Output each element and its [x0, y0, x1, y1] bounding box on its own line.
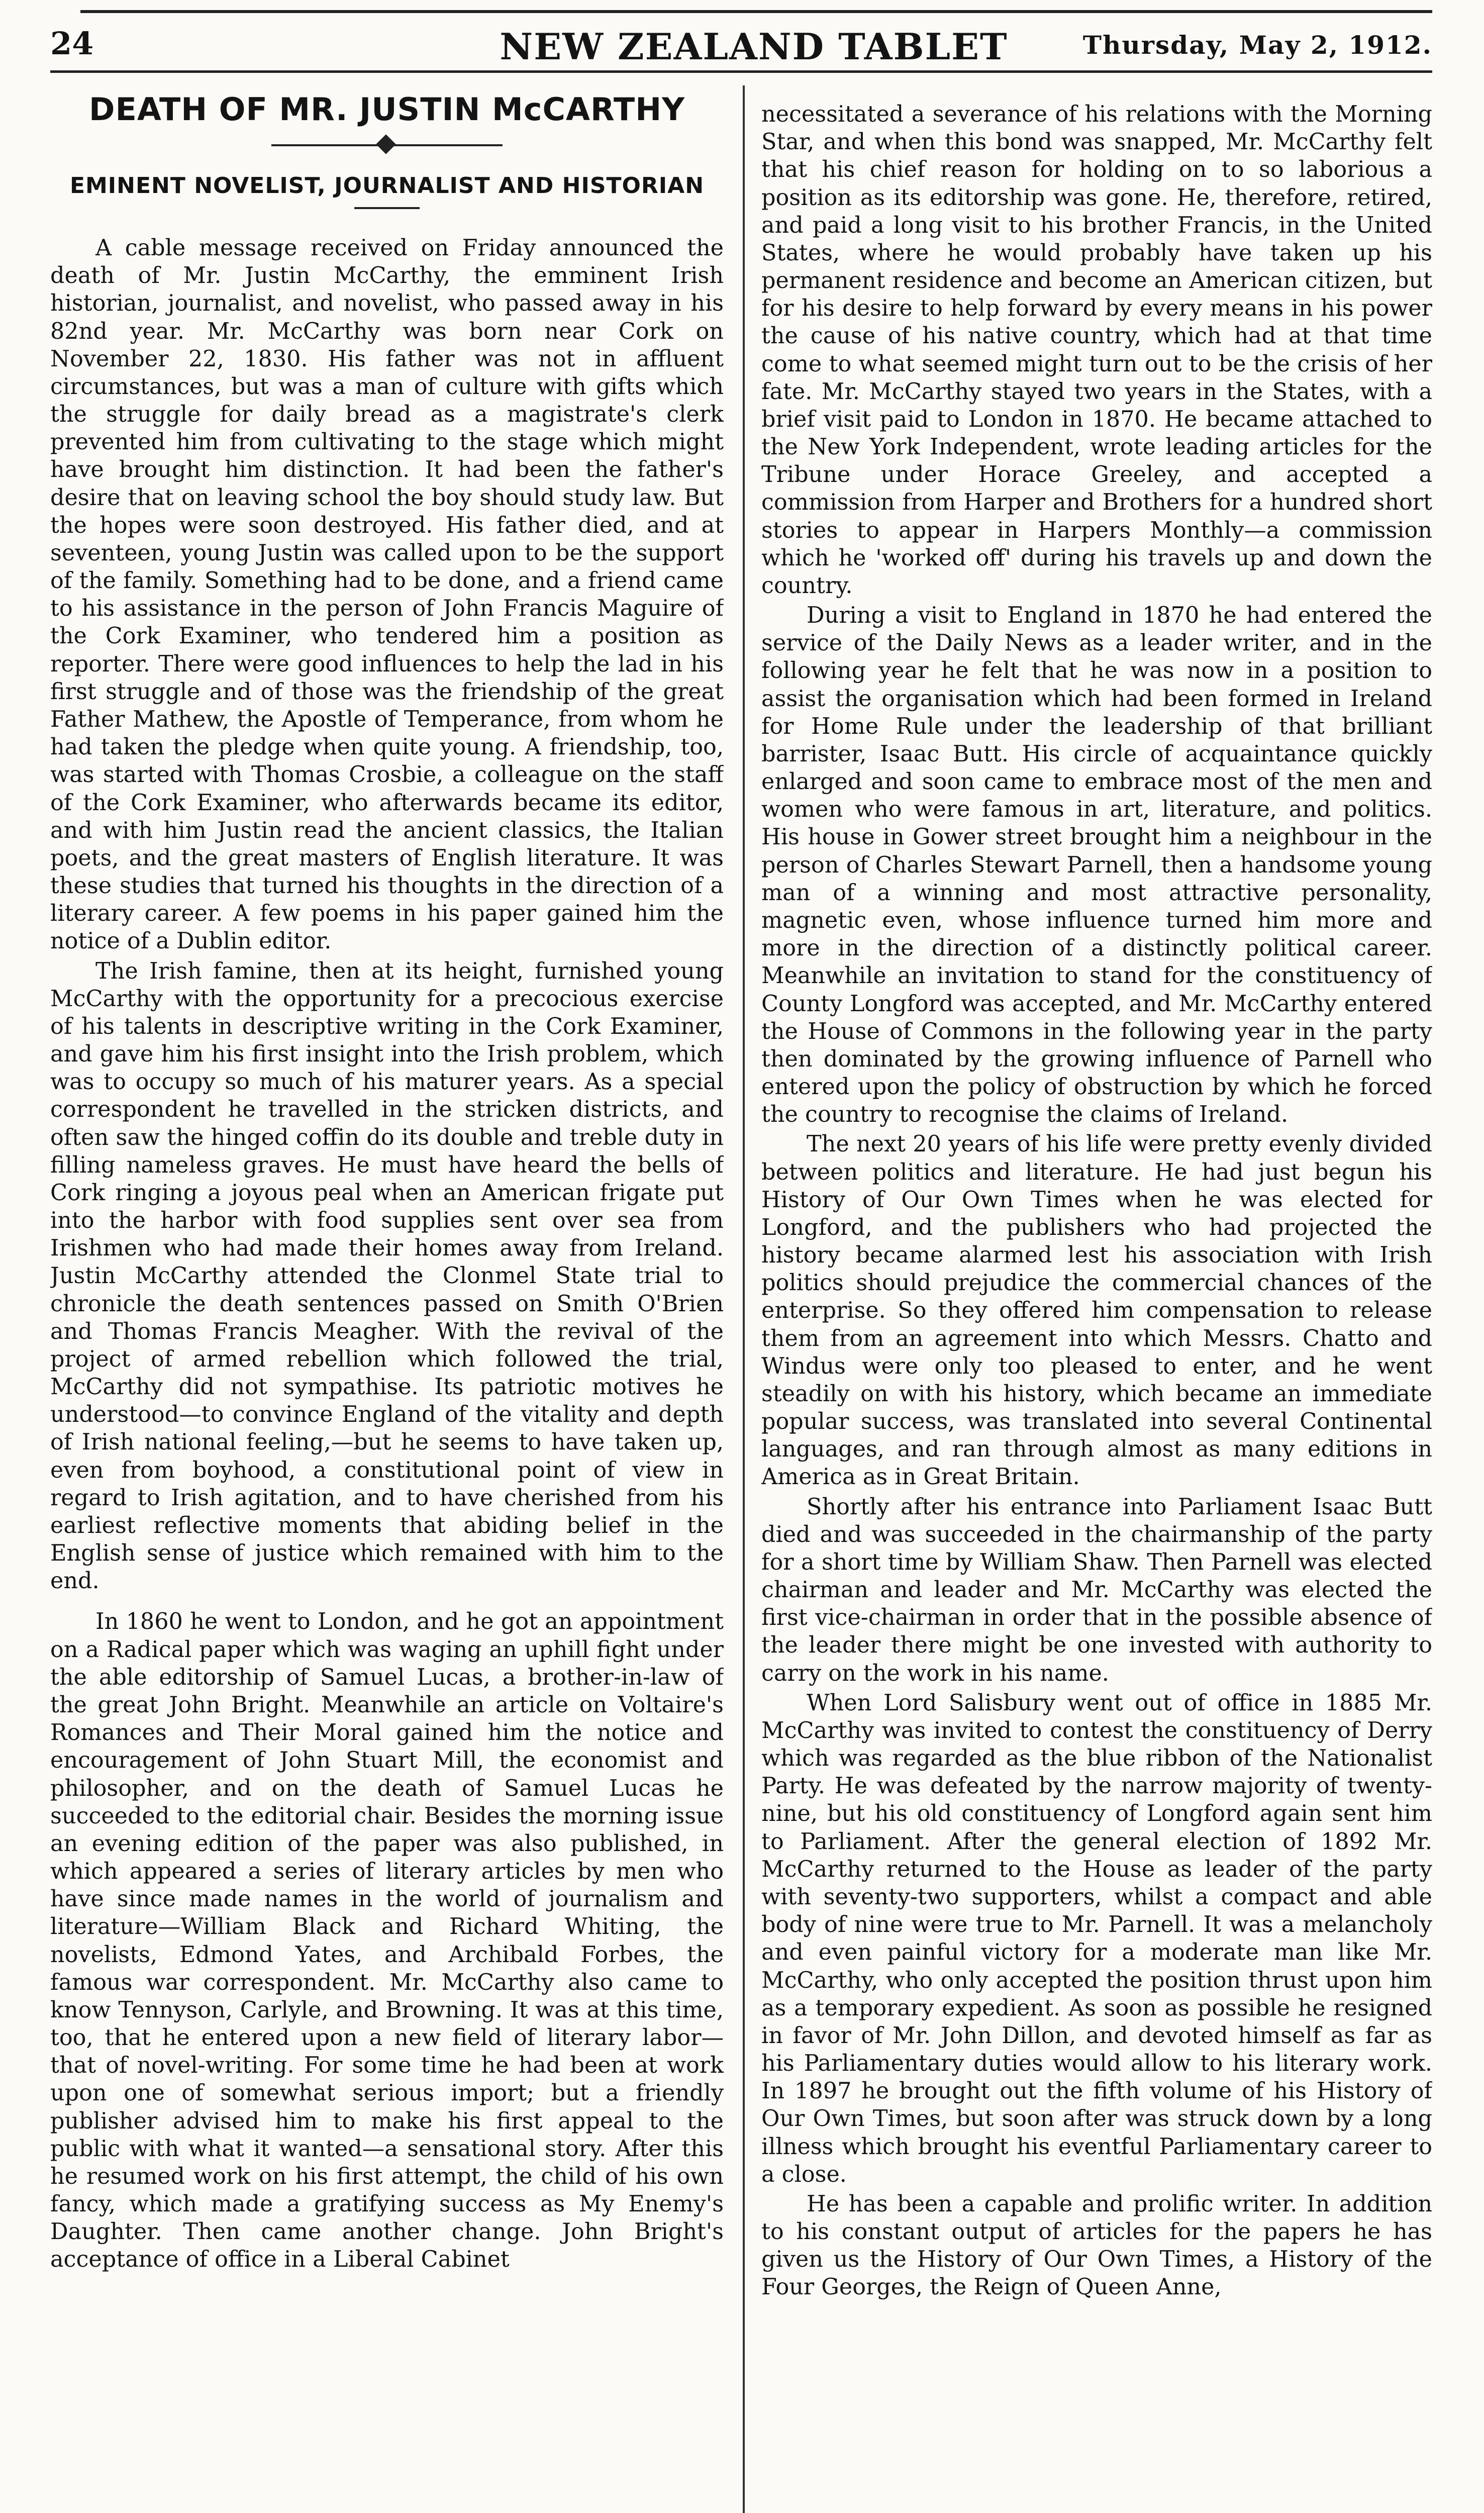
issue-date: Thursday, May 2, 1912. [1082, 30, 1432, 60]
header-rule [50, 70, 1432, 73]
paragraph: necessitated a severance of his relations with the Morning Star, and when this bond was snapped, Mr. McCarthy felt that his chief reason for holding on to so laborious a position as its editorship was gone. He, therefore, retired, and paid a long visit to his brother Francis, in the United States, where he would probably have taken up his permanent residence and become an American citizen, but for his desire to help forward by every means in his power the cause of his native country, which had at that time come to what seemed might turn out to be the crisis of her fate. Mr. McCarthy stayed two years in the States, with a brief visit paid to London in 1870. He became attached to the New York Independent, wrote leading articles for the Tribune under Horace Greeley, and accepted a commission from Harper and Brothers for a hundred short stories to appear in Harpers Monthly—a commission which he 'worked off' during his travels up and down the country. [761, 102, 1432, 599]
paragraph: During a visit to England in 1870 he had entered the service of the Daily News as a leader writer, and in the following year he felt that he was now in a position to assist the organisation which had been formed in Ireland for Home Rule under the leadership of that brilliant barrister, Isaac Butt. His circle of acquaintance quickly enlarged and soon came to embrace most of the men and women who were famous in art, literature, and politics. His house in Gower street brought him a neighbour in the person of Charles Stewart Parnell, then a handsome young man of a winning and most attractive personality, magnetic even, whose influence turned him more and more in the direction of a distinctly political career. Meanwhile an invitation to stand for the constituency of County Longford was accepted, and Mr. McCarthy entered the House of Commons in the following year in the party then dominated by the growing influence of Parnell who entered upon the policy of obstruction by which he forced the country to recognise the claims of Ireland. [761, 603, 1432, 1128]
paragraph: The Irish famine, then at its height, furnished young McCarthy with the opportunity for a precocious exercise of his talents in descriptive writing in the Cork Examiner, and gave him his first insight into the Irish problem, which was to occupy so much of his maturer years. As a special correspondent he travelled in the stricken districts, and often saw the hinged coffin do its double and treble duty in filling nameless graves. He must have heard the bells of Cork ringing a joyous peal when an American frigate put into the harbor with food supplies sent over sea from Irishmen who had made their homes away from Ireland. Justin McCarthy attended the Clonmel State trial to chronicle the death sentences passed on Smith O'Brien and Thomas Francis Meagher. With the revival of the project of armed rebellion which followed the trial, McCarthy did not sympathise. Its patriotic motives he understood—to convince England of the vitality and depth of Irish national feeling,—but he seems to have taken up, even from boyhood, a constitutional point of view in regard to Irish agitation, and to have cherished from his earliest reflective moments that abiding belief in the English sense of justice which remained with him to the end. [50, 958, 724, 1594]
paragraph: A cable message received on Friday announced the death of Mr. Justin McCarthy, the emminent Irish historian, journalist, and novelist, who passed away in his 82nd year. Mr. McCarthy was born near Cork on November 22, 1830. His father was not in affluent circumstances, but was a man of culture with gifts which the struggle for daily bread as a magistrate's clerk prevented him from cultivating to the stage which might have brought him distinction. It had been the father's desire that on leaving school the boy should study law. But the hopes were soon destroyed. His father died, and at seventeen, young Justin was called upon to be the support of the family. Something had to be done, and a friend came to his assistance in the person of John Francis Maguire of the Cork Examiner, who tendered him a position as reporter. There were good influences to help the lad in his first struggle and of those was the friendship of the great Father Mathew, the Apostle of Temperance, from whom he had taken the pledge when quite young. A friendship, too, was started with Thomas Crosbie, a colleague on the staff of the Cork Examiner, who afterwards became its editor, and with him Justin read the ancient classics, the Italian poets, and the great masters of English literature. It was these studies that turned his thoughts in the direction of a literary career. A few poems in his paper gained him the notice of a Dublin editor. [50, 235, 724, 954]
article-subheadline: EMINENT NOVELIST, JOURNALIST AND HISTORIAN [69, 172, 705, 199]
paragraph: In 1860 he went to London, and he got an appointment on a Radical paper which was waging an uphill fight under the able editorship of Samuel Lucas, a brother-in-law of the great John Bright. Meanwhile an article on Voltaire's Romances and Their Moral gained him the notice and encouragement of John Stuart Mill, the economist and philosopher, and on the death of Samuel Lucas he succeeded to the editorial chair. Besides the morning issue an evening edition of the paper was also published, in which appeared a series of literary articles by men who have since made names in the world of journalism and literature—William Black and Richard Whiting, the novelists, Edmond Yates, and Archibald Forbes, the famous war correspondent. Mr. McCarthy also came to know Tennyson, Carlyle, and Browning. It was at this time, too, that he entered upon a new field of literary labor—that of novel-writing. For some time he had been at work upon one of somewhat serious import; but a friendly publisher advised him to make his first appeal to the public with what it wanted—a sensational story. After this he resumed work on his first attempt, the child of his own fancy, which made a gratifying success as My Enemy's Daughter. Then came another change. John Bright's acceptance of office in a Liberal Cabinet [50, 1609, 724, 2273]
paragraph: Shortly after his entrance into Parliament Isaac Butt died and was succeeded in the chairmanship of the party for a short time by William Shaw. Then Parnell was elected chairman and leader and Mr. McCarthy was elected the first vice-chairman in order that in the possible absence of the leader there might be one invested with authority to carry on the work in his name. [761, 1494, 1432, 1686]
page-number: 24 [50, 25, 94, 62]
header-top-rule [80, 10, 1432, 13]
headline-ornament [271, 144, 503, 146]
paragraph: He has been a capable and prolific writer. In addition to his constant output of articles for the papers he has given us the History of Our Own Times, a History of the Four Georges, the Reign of Queen Anne, [761, 2191, 1432, 2300]
paragraph: The next 20 years of his life were pretty evenly divided between politics and literature. He had just begun his History of Our Own Times when he was elected for Longford, and the publishers who had projected the history became alarmed lest his association with Irish politics should prejudice the commercial chances of the enterprise. So they offered him compensation to release them from an agreement into which Messrs. Chatto and Windus were only too pleased to enter, and he went steadily on with his history, which became an immediate popular success, was translated into several Continental languages, and ran through almost as many editions in America as in Great Britain. [761, 1131, 1432, 1490]
subhead-rule [354, 207, 420, 209]
column-divider [743, 85, 745, 2513]
masthead: NEW ZEALAND TABLET [500, 25, 1008, 68]
right-column [761, 101, 1432, 2513]
paragraph: When Lord Salisbury went out of office in 1885 Mr. McCarthy was invited to contest the constituency of Derry which was regarded as the blue ribbon of the Nationalist Party. He was defeated by the narrow majority of twenty-nine, but his old constituency of Longford again sent him to Parliament. After the general election of 1892 Mr. McCarthy returned to the House as leader of the party with seventy-two supporters, whilst a compact and able body of nine were true to Mr. Parnell. It was a melancholy and even painful victory for a moderate man like Mr. McCarthy, who only accepted the position thrust upon him as a temporary expedient. As soon as possible he resigned in favor of Mr. John Dillon, and devoted himself as far as his Parliamentary duties would allow to his literary work. In 1897 he brought out the fifth volume of his History of Our Own Times, but soon after was struck down by a long illness which brought his eventful Parliamentary career to a close. [761, 1690, 1432, 2187]
article-headline: DEATH OF MR. JUSTIN McCARTHY [89, 91, 685, 128]
left-column [50, 90, 724, 2513]
